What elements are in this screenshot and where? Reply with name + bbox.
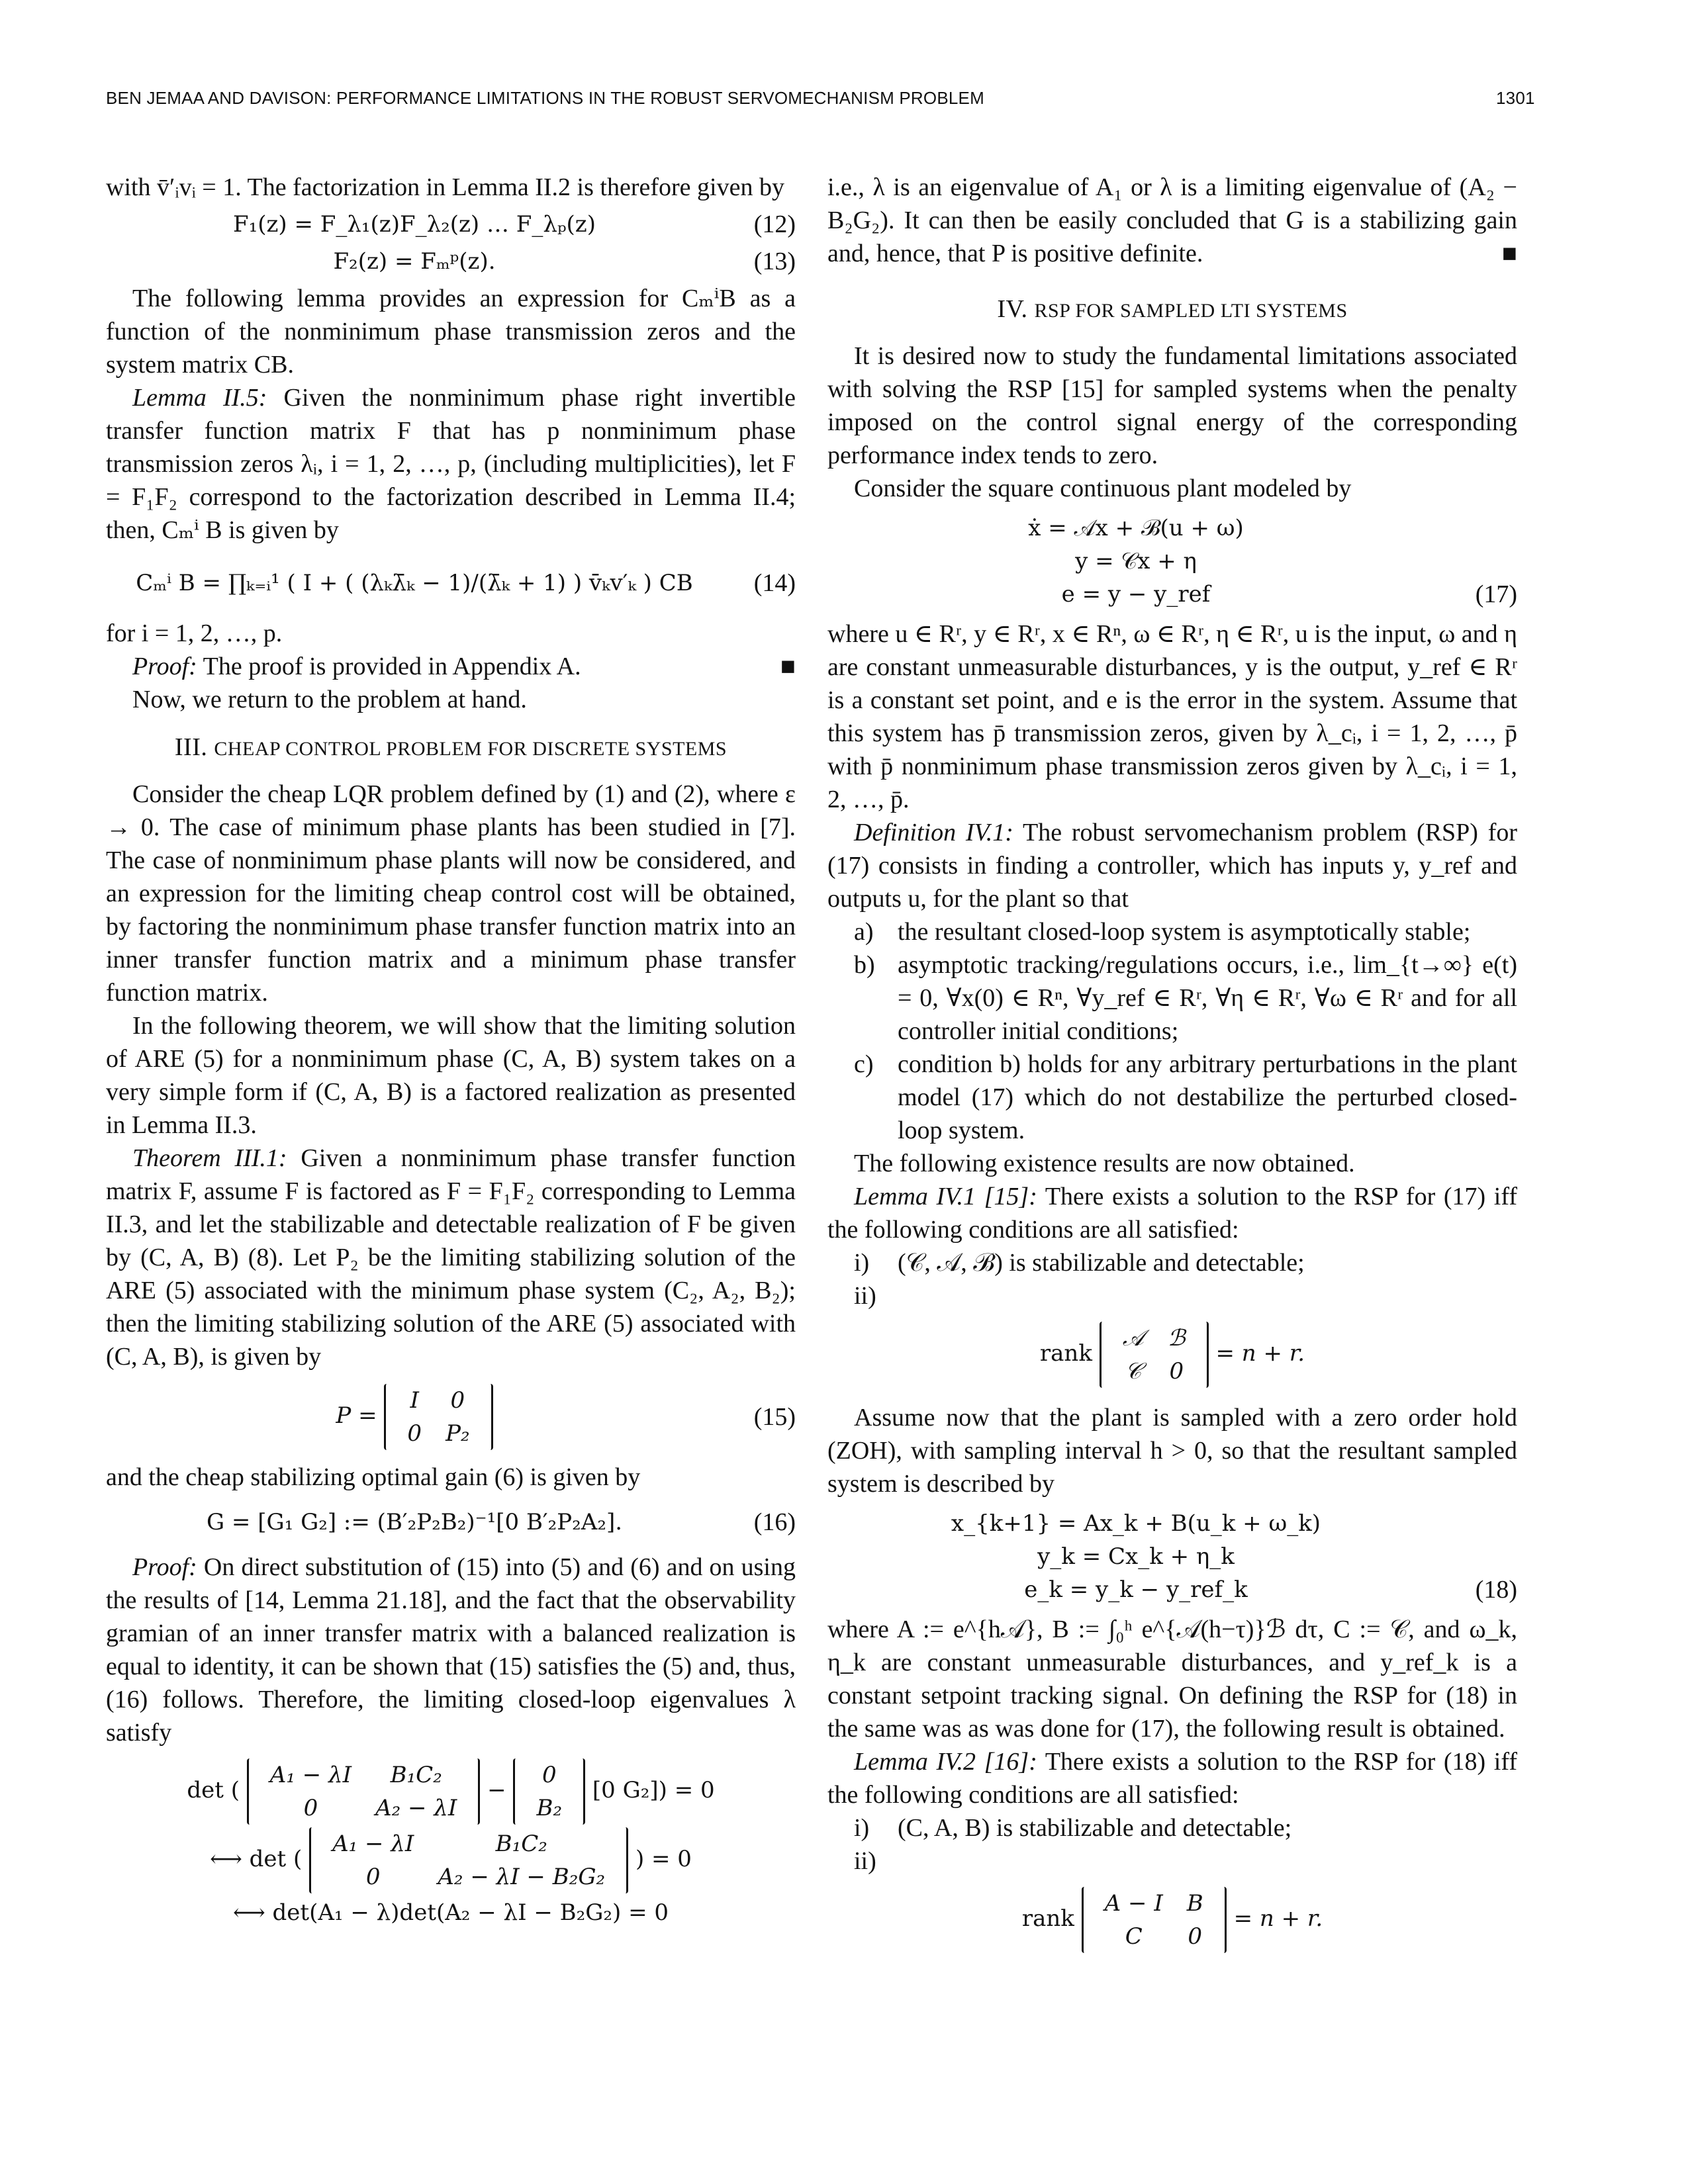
list-text: condition b) holds for any arbitrary perturbations in the plant model (17) which do not destabilize the perturbed closed-loop system. <box>898 1050 1517 1144</box>
equation-18 <box>827 1507 1517 1606</box>
paragraph: The following lemma provides an expression for CₘⁱB as a function of the nonminimum phase transmission zeros and the system matrix CB. <box>106 285 796 379</box>
lemma-label: Lemma IV.1 [15]: <box>854 1183 1037 1210</box>
equation-16 <box>106 1506 796 1539</box>
det-prefix: ⟷ det <box>210 1846 287 1872</box>
equation-number: (16) <box>753 1508 796 1536</box>
equation-12 <box>106 208 796 241</box>
lemma-text: Given the nonminimum phase right invertible transfer function matrix F that has p nonminimum phase transmission zeros λᵢ, i = 1, 2, …, p, (including multiplicities), let F = F₁F₂ correspond to the factorization described in Lemma II.4; then, Cₘⁱ B is given by <box>106 384 796 544</box>
matrix-cell: B <box>1186 1890 1203 1917</box>
equation-line <box>827 1507 1517 1540</box>
equation-number: (14) <box>753 569 796 597</box>
equation-body: ⟷ det ( A₁ − λI B₁C₂ 0 A₂ − λI − B₂G₂ ) = 0 <box>106 1827 796 1893</box>
list-text: (C, A, B) is stabilizable and detectable; <box>898 1814 1292 1842</box>
theorem-label: Theorem III.1: <box>132 1144 287 1172</box>
matrix-cell: 0 <box>407 1420 422 1447</box>
qed-icon: ■ <box>1502 240 1517 267</box>
equation-body: F₂(z) = Fₘᵖ(z). <box>333 248 496 275</box>
lemma-label: Lemma II.5: <box>132 384 267 412</box>
list-label: ii) <box>854 1847 876 1875</box>
matrix-cell: A₁ − λI <box>332 1831 414 1857</box>
qed-icon: ■ <box>780 653 796 680</box>
determinant-equation-3 <box>106 1896 796 1929</box>
determinant-equation-2 <box>106 1827 796 1893</box>
list-label: c) <box>854 1050 874 1078</box>
matrix-cell: ℬ <box>1167 1325 1186 1351</box>
rank-suffix: = n + r. <box>1233 1905 1323 1932</box>
matrix-cell: 0 <box>365 1864 381 1890</box>
equation-body: ẋ = 𝒜x + ℬ(u + ω) <box>1028 515 1244 541</box>
list-item <box>827 1844 1517 1878</box>
definition-list <box>827 915 1517 1147</box>
matrix <box>384 1384 492 1450</box>
matrix-cell: 𝒞 <box>1125 1358 1142 1385</box>
equation-body <box>827 1322 1517 1388</box>
matrix <box>1100 1322 1209 1388</box>
equation-line <box>827 545 1517 578</box>
matrix-cell: A₁ − λI <box>269 1762 352 1788</box>
lemma-text: There exists a solution to the RSP for (18) iff the following conditions are all satisfied: <box>827 1748 1517 1809</box>
theorem-text: Given a nonminimum phase transfer function matrix F, assume F is factored as F = F₁F₂ corresponding to Lemma II.3, and let the stabilizable and detectable realization of F be given by (C, A, B) (8). Let P₂ be the limiting stabilizing solution of the ARE (5) associated with the minimum phase system (C₂, A₂, B₂); then the limiting stabilizing solution of the ARE (5) associated with (C, A, B), is given by <box>106 1144 796 1371</box>
proof-text: On direct substitution of (15) into (5) and (6) and on using the results of [14, Lemma 21.18], and the fact that the observability gramian of an inner transfer matrix with a balanced realization is equal to identity, it can be shown that (15) satisfies the (5) and, thus, (16) follows. Therefore, the limiting closed-loop eigenvalues λ satisfy <box>106 1553 796 1747</box>
section-heading-iii <box>106 731 796 766</box>
equation-body: y = 𝒞x + η <box>1075 548 1197 574</box>
paragraph: and the cheap stabilizing optimal gain (6) is given by <box>106 1463 641 1491</box>
matrix-cell: B₁C₂ <box>390 1762 442 1788</box>
equation-body: det ( A₁ − λI B₁C₂ 0 A₂ − λI − 0 B₂ [0 G₂]) = 0 <box>106 1758 796 1825</box>
matrix-cell: P₂ <box>445 1420 470 1447</box>
paragraph: Now, we return to the problem at hand. <box>132 686 527 713</box>
list-text: asymptotic tracking/regulations occurs, i.e., lim_{t→∞} e(t) = 0, ∀x(0) ∈ Rⁿ, ∀y_ref ∈ Rʳ, ∀η ∈ Rʳ, ∀ω ∈ Rʳ and for all controller initial conditions; <box>898 951 1517 1045</box>
determinant-equation-1 <box>106 1758 796 1825</box>
equation-body: e = y − y_ref <box>1061 581 1211 608</box>
list-label: i) <box>854 1814 870 1842</box>
proof-label: Proof: <box>132 653 197 680</box>
equation-line <box>827 1573 1517 1606</box>
proof <box>106 1551 796 1749</box>
list-text: (𝒞, 𝒜, ℬ) is stabilizable and detectable; <box>898 1249 1305 1277</box>
matrix <box>513 1758 585 1825</box>
paragraph: with v̄′ᵢvᵢ = 1. The factorization in Lemma II.2 is therefore given by <box>106 173 784 201</box>
list-label: a) <box>854 918 874 946</box>
equation-line <box>827 1540 1517 1573</box>
matrix-cell: I <box>410 1387 419 1414</box>
matrix-cell: B₂ <box>536 1795 563 1821</box>
equation-17 <box>827 512 1517 611</box>
equation-13 <box>106 245 796 278</box>
equation-number: (13) <box>753 248 796 275</box>
equation-body: y_k = Cx_k + η_k <box>1037 1543 1235 1570</box>
equation-number: (15) <box>753 1403 796 1431</box>
definition-text: The robust servomechanism problem (RSP) for (17) consists in finding a controller, which has inputs y, y_ref and outputs u, for the plant so that <box>827 819 1517 913</box>
equation-number: (18) <box>1475 1576 1517 1604</box>
matrix-cell: 0 <box>541 1762 557 1788</box>
definition-label: Definition IV.1: <box>854 819 1013 846</box>
list-label: i) <box>854 1249 870 1277</box>
equation-15 <box>106 1384 796 1450</box>
equation-body: x_{k+1} = Ax_k + B(u_k + ω_k) <box>951 1510 1321 1537</box>
paragraph: In the following theorem, we will show that the limiting solution of ARE (5) for a nonminimum phase (C, A, B) system takes on a very simple form if (C, A, B) is a factored realization as presented in Lemma II.3. <box>106 1012 796 1139</box>
rank-condition-1 <box>827 1322 1517 1388</box>
equation-body: e_k = y_k − y_ref_k <box>1024 1576 1248 1603</box>
matrix-cell: A₂ − λI <box>375 1795 457 1821</box>
list-item <box>827 948 1517 1048</box>
condition-list <box>827 1811 1517 1878</box>
theorem-iii1 <box>106 1142 796 1373</box>
equation-body: Cₘⁱ B = ∏ₖ₌ᵢ¹ ( I + ( (λₖλ̄ₖ − 1)/(λ̄ₖ + 1) ) v̄ₖv′ₖ ) CB <box>136 570 693 596</box>
list-text: the resultant closed-loop system is asymptotically stable; <box>898 918 1471 946</box>
equation-body <box>827 1887 1517 1953</box>
equation-body <box>106 1384 723 1450</box>
list-item <box>827 1048 1517 1147</box>
matrix-cell: 𝒜 <box>1122 1325 1144 1351</box>
paragraph <box>827 171 1517 270</box>
definition-iv1 <box>827 816 1517 915</box>
rank-suffix: = n + r. <box>1215 1340 1305 1367</box>
lemma-label: Lemma IV.2 [16]: <box>854 1748 1037 1776</box>
equation-body: F₁(z) = F_λ₁(z)F_λ₂(z) … F_λₚ(z) <box>233 211 596 238</box>
matrix-cell: B₁C₂ <box>495 1831 547 1857</box>
matrix <box>247 1758 481 1825</box>
det-prefix: det <box>187 1777 224 1803</box>
proof <box>106 650 796 683</box>
lemma-text: There exists a solution to the RSP for (17) iff the following conditions are all satisfied: <box>827 1183 1517 1244</box>
proof-label: Proof: <box>132 1553 197 1581</box>
rank-condition-2 <box>827 1887 1517 1953</box>
paragraph: where u ∈ Rʳ, y ∈ Rʳ, x ∈ Rⁿ, ω ∈ Rʳ, η ∈ Rʳ, u is the input, ω and η are constant unmeasurable disturbances, y is the output, y_ref ∈ Rʳ is a constant set point, and e is the error in the system. Assume that this system has p̄ transmission zeros, given by λ_cᵢ, i = 1, 2, …, p̄ with p̄ nonminimum phase transmission zeros given by λ_cᵢ, i = 1, 2, …, p̄. <box>827 620 1517 813</box>
section-number: IV. <box>997 295 1028 323</box>
lemma-iv2 <box>827 1745 1517 1811</box>
matrix-cell: 0 <box>303 1795 318 1821</box>
matrix-cell: A − I <box>1104 1890 1163 1917</box>
matrix-cell: 0 <box>1169 1358 1184 1385</box>
proof-text: The proof is provided in Appendix A. <box>203 653 581 680</box>
matrix-cell: A₂ − λI − B₂G₂ <box>438 1864 606 1890</box>
lemma-iv1 <box>827 1180 1517 1246</box>
equation-number: (17) <box>1475 580 1517 608</box>
list-item <box>827 1811 1517 1844</box>
right-column <box>827 171 1517 1962</box>
paragraph: for i = 1, 2, …, p. <box>106 619 283 647</box>
page-number: 1301 <box>1496 88 1535 108</box>
equation-lhs: P = <box>336 1402 377 1429</box>
section-number: III. <box>174 733 208 761</box>
equation-body: G = [G₁ G₂] := (B′₂P₂B₂)⁻¹[0 B′₂P₂A₂]. <box>206 1509 623 1535</box>
rank-prefix: rank <box>1039 1340 1092 1367</box>
paragraph: Consider the square continuous plant modeled by <box>854 475 1352 502</box>
equation-line <box>827 578 1517 611</box>
list-item <box>827 915 1517 948</box>
list-item <box>827 1279 1517 1312</box>
paragraph: Consider the cheap LQR problem defined by (1) and (2), where ε → 0. The case of minimum phase plants has been studied in [7]. The case of nonminimum phase plants will now be considered, and an expression for the limiting cheap control cost will be obtained, by factoring the nonminimum phase transfer function matrix into an inner transfer function matrix and a minimum phase transfer function matrix. <box>106 780 796 1007</box>
equation-line <box>827 512 1517 545</box>
paragraph-text: i.e., λ is an eigenvalue of A₁ or λ is a limiting eigenvalue of (A₂ − B₂G₂). It can then be easily concluded that G is a stabilizing gain and, hence, that P is positive definite. <box>827 173 1517 267</box>
matrix <box>309 1827 628 1893</box>
left-column <box>106 171 796 1932</box>
paragraph: It is desired now to study the fundamental limitations associated with solving the RSP [15] for sampled systems when the penalty imposed on the control signal energy of the corresponding performance index tends to zero. <box>827 342 1517 469</box>
condition-list <box>827 1246 1517 1312</box>
paragraph: Assume now that the plant is sampled with a zero order hold (ZOH), with sampling interval h > 0, so that the resultant sampled system is described by <box>827 1404 1517 1498</box>
paragraph: where A := e^{h𝒜}, B := ∫₀ʰ e^{𝒜(h−τ)}ℬ dτ, C := 𝒞, and ω_k, η_k are constant unmeasurable disturbances, and y_ref_k is a constant setpoint tracking signal. On defining the RSP for (18) in the same was as was done for (17), the following result is obtained. <box>827 1615 1517 1743</box>
paragraph: The following existence results are now obtained. <box>854 1150 1355 1177</box>
list-label: ii) <box>854 1282 876 1310</box>
rank-prefix: rank <box>1021 1905 1074 1932</box>
det-suffix: ) = 0 <box>635 1846 692 1872</box>
section-heading-iv <box>827 293 1517 328</box>
running-title: BEN JEMAA AND DAVISON: PERFORMANCE LIMITATIONS IN THE ROBUST SERVOMECHANISM PROBLEM <box>106 88 984 108</box>
matrix <box>1082 1887 1227 1953</box>
section-title: RSP FOR SAMPLED LTI SYSTEMS <box>1034 300 1348 322</box>
matrix-cell: 0 <box>1188 1923 1203 1950</box>
equation-body: ⟷ det(A₁ − λ)det(A₂ − λI − B₂G₂) = 0 <box>232 1899 669 1926</box>
list-label: b) <box>854 951 875 979</box>
equation-number: (12) <box>753 210 796 238</box>
list-item <box>827 1246 1517 1279</box>
matrix-cell: 0 <box>450 1387 465 1414</box>
det-suffix: [0 G₂]) = 0 <box>592 1777 715 1803</box>
lemma-ii5 <box>106 381 796 547</box>
section-title: CHEAP CONTROL PROBLEM FOR DISCRETE SYSTEMS <box>214 738 727 760</box>
matrix-cell: C <box>1125 1923 1143 1950</box>
equation-14 <box>106 567 796 600</box>
